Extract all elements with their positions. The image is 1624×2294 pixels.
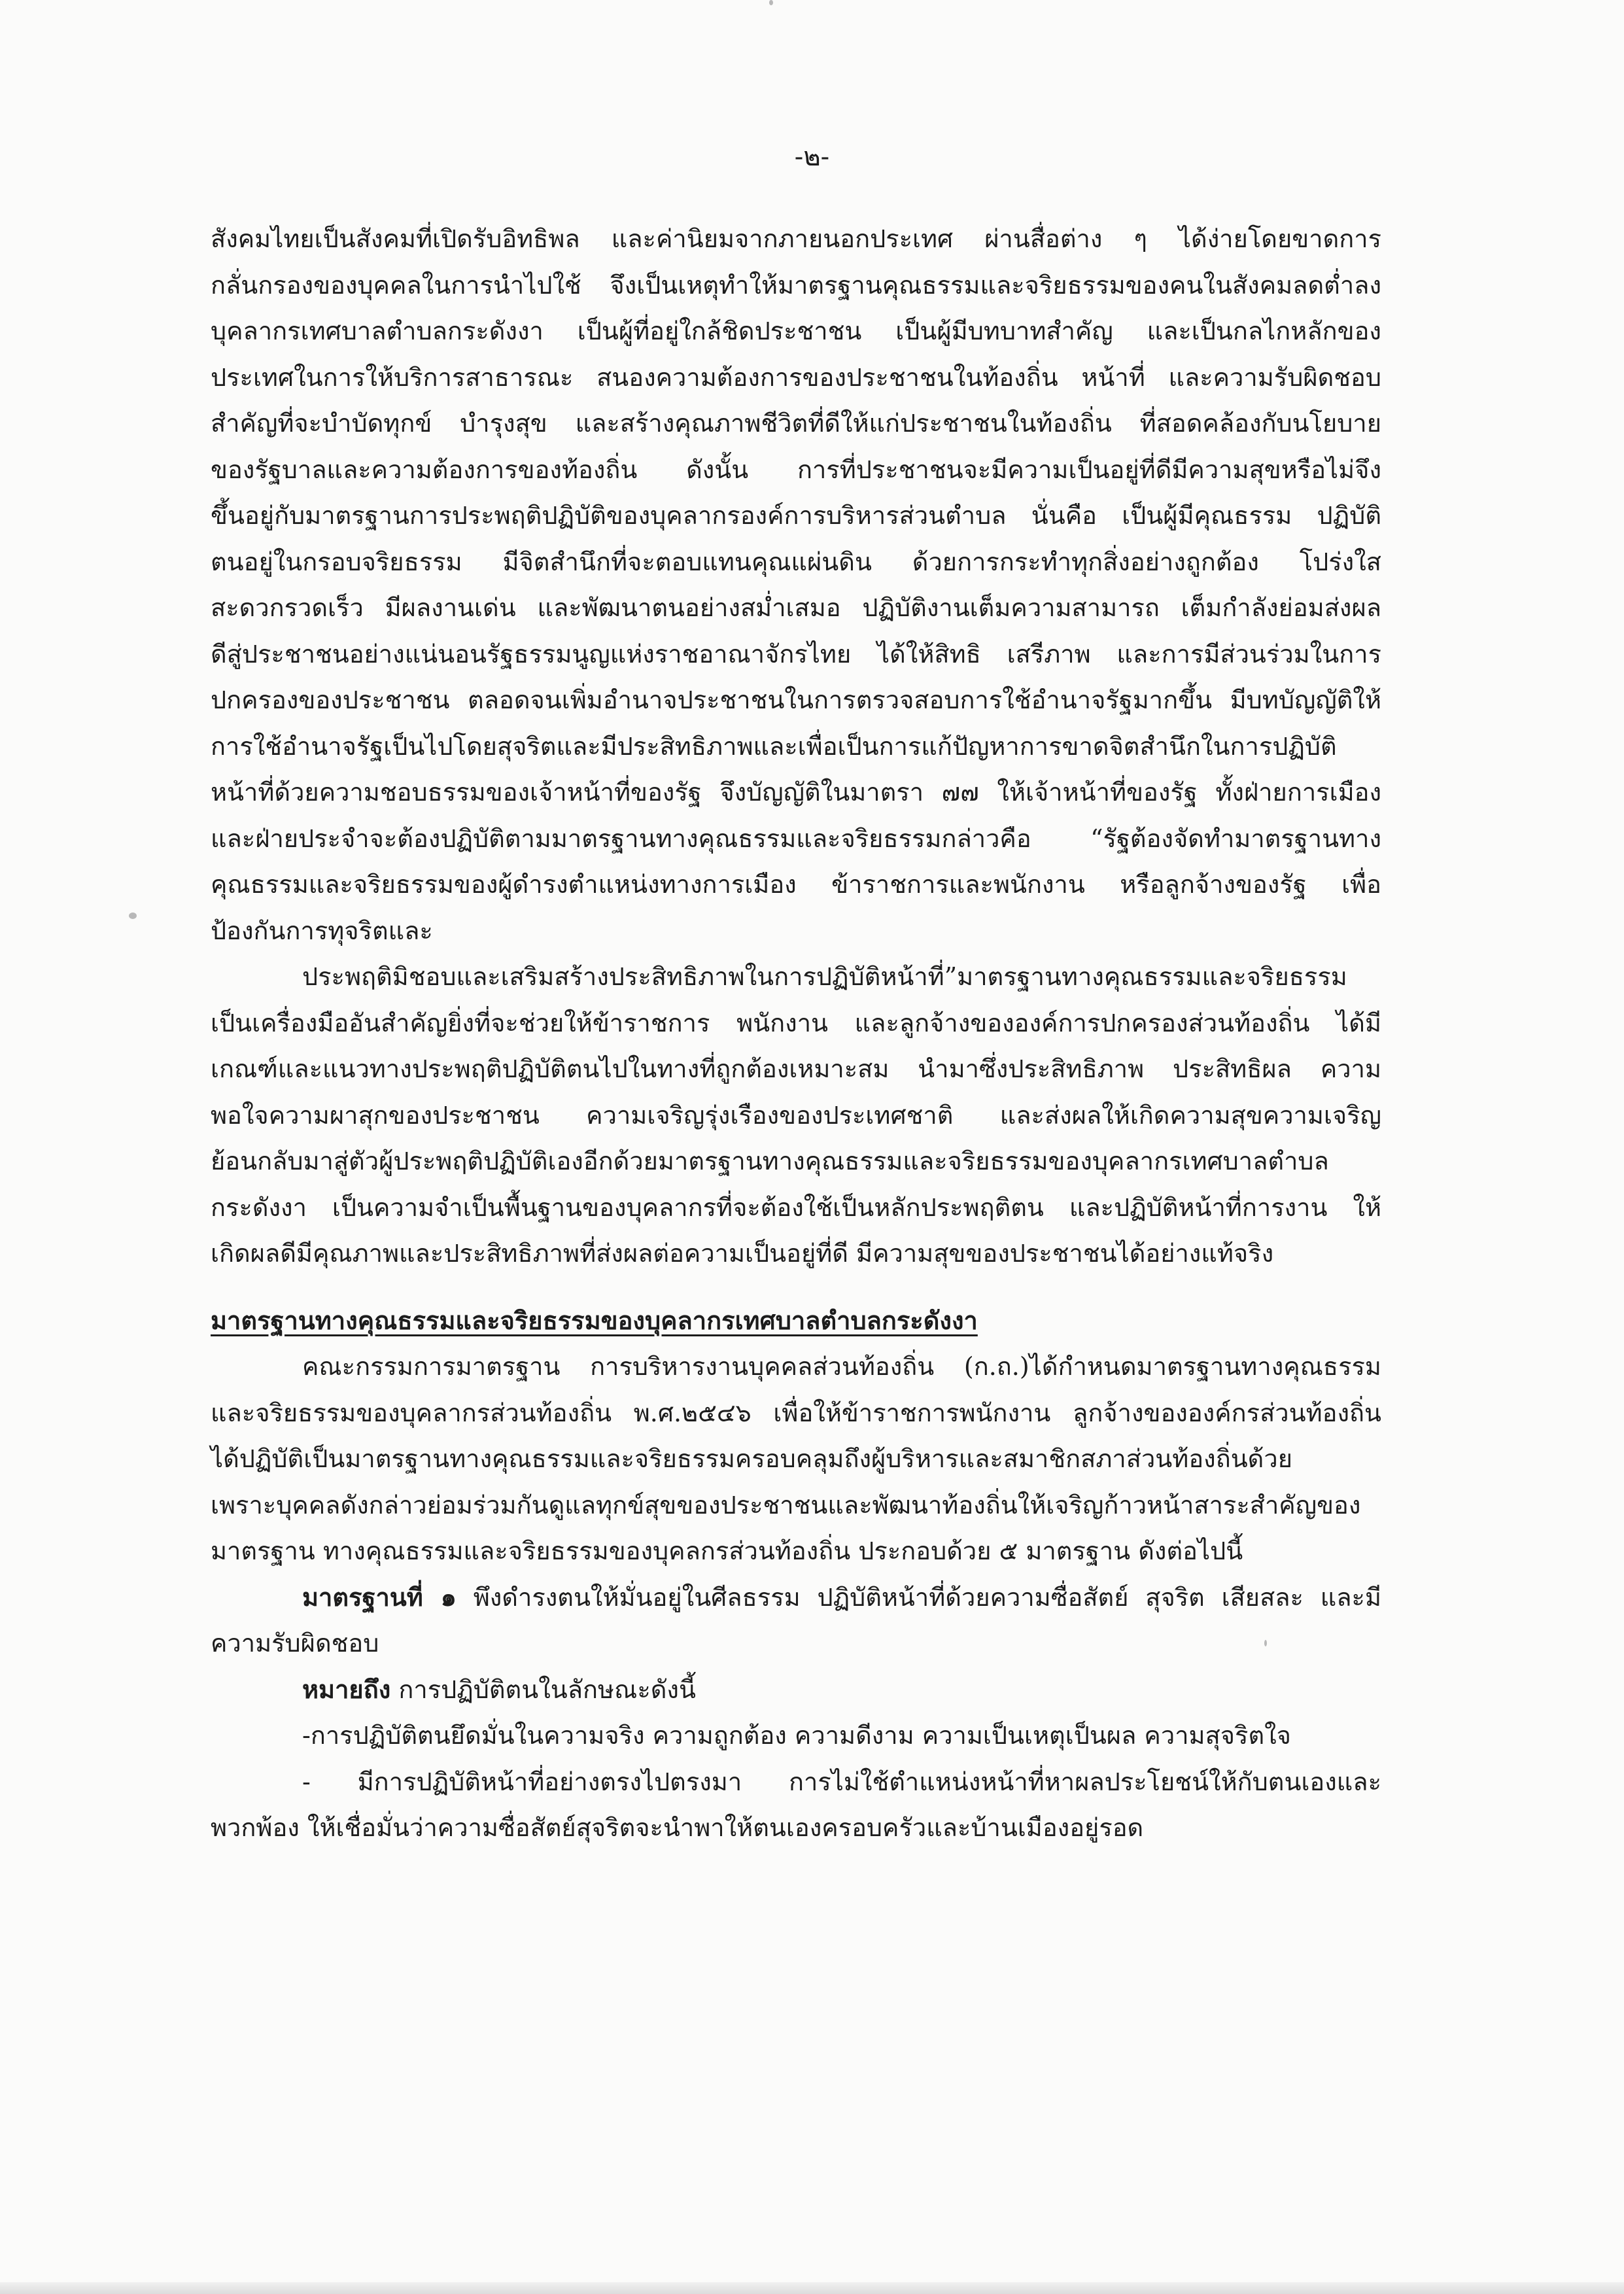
text-line: และจริยธรรมของบุคลากรส่วนท้องถิ่น พ.ศ.๒๕๔๖ เพื่อให้ข้าราชการพนักงาน ลูกจ้างขององค์กรส่วนท้องถิ่น — [211, 1398, 1381, 1427]
scan-edge — [0, 2282, 1624, 2294]
text-line: ดีสู่ประชาชนอย่างแน่นอนรัฐธรรมนูญแห่งราชอาณาจักรไทย ได้ให้สิทธิ เสรีภาพ และการมีส่วนร่วมในการ — [211, 639, 1381, 669]
meaning-label: หมายถึง — [302, 1674, 391, 1704]
text-line: สะดวกรวดเร็ว มีผลงานเด่น และพัฒนาตนอย่างสม่ำเสมอ ปฏิบัติงานเต็มความสามารถ เต็มกำลังย่อมส่งผล — [211, 593, 1381, 622]
text-line: ประเทศในการให้บริการสาธารณะ สนองความต้องการของประชาชนในท้องถิ่น หน้าที่ และความรับผิดชอบ — [211, 362, 1381, 392]
text-line: ปกครองของประชาชน ตลอดจนเพิ่มอำนาจประชาชนในการตรวจสอบการใช้อำนาจรัฐมากขึ้น มีบทบัญญัติให้ — [211, 686, 1381, 714]
text-line — [211, 1574, 1381, 1621]
paragraph-committee — [211, 1344, 1381, 1574]
standard-1-label: มาตรฐานที่ ๑ — [302, 1582, 457, 1612]
text-line: พอใจความผาสุกของประชาชน ความเจริญรุ่งเรืองของประเทศชาติ และส่งผลให้เกิดความสุขความเจริญ — [211, 1100, 1381, 1130]
scan-speck — [769, 0, 773, 5]
standard-1-text: พึงดำรงตนให้มั่นอยู่ในศีลธรรม ปฏิบัติหน้าที่ด้วยความซื่อสัตย์ สุจริต เสียสละ และมี — [456, 1582, 1382, 1612]
text-line: - มีการปฏิบัติหน้าที่อย่างตรงไปตรงมา การไม่ใช้ตำแหน่งหน้าที่หาผลประโยชน์ให้กับตนเองและ — [302, 1767, 1381, 1796]
text-line: ได้ปฏิบัติเป็นมาตรฐานทางคุณธรรมและจริยธรรมครอบคลุมถึงผู้บริหารและสมาชิกสภาส่วนท้องถิ่นด้วย — [211, 1444, 1292, 1473]
text-line: เกิดผลดีมีคุณภาพและประสิทธิภาพที่ส่งผลต่อความเป็นอยู่ที่ดี มีความสุขของประชาชนได้อย่างแท้จริง — [211, 1239, 1274, 1268]
text-line: มาตรฐาน ทางคุณธรรมและจริยธรรมของบุคลกรส่วนท้องถิ่น ประกอบด้วย ๕ มาตรฐาน ดังต่อไปนี้ — [211, 1537, 1243, 1565]
text-line: คณะกรรมการมาตรฐาน การบริหารงานบุคคลส่วนท้องถิ่น (ก.ถ.)ได้กำหนดมาตรฐานทางคุณธรรม — [302, 1352, 1381, 1381]
text-line: ความรับผิดชอบ — [211, 1629, 379, 1658]
section-heading: มาตรฐานทางคุณธรรมและจริยธรรมของบุคลากรเทศบาลตำบลกระดังงา — [211, 1305, 978, 1335]
paragraph-intro — [211, 216, 1381, 954]
text-line: เกณฑ์และแนวทางประพฤติปฏิบัติตนไปในทางที่ถูกต้องเหมาะสม นำมาซึ่งประสิทธิภาพ ประสิทธิผล ความ — [211, 1054, 1381, 1083]
text-line: บุคลากรเทศบาลตำบลกระดังงา เป็นผู้ที่อยู่ใกล้ชิดประชาชน เป็นผู้มีบทบาทสำคัญ และเป็นกลไกหลักของ — [211, 317, 1381, 345]
text-line: ของรัฐบาลและความต้องการของท้องถิ่น ดังนั้น การที่ประชาชนจะมีความเป็นอยู่ที่ดีมีความสุขหรือไม่จึง — [211, 455, 1381, 484]
standard-1 — [211, 1574, 1381, 1667]
meaning-line — [211, 1667, 1381, 1713]
text-line: เป็นเครื่องมืออันสำคัญยิ่งที่จะช่วยให้ข้าราชการ พนักงาน และลูกจ้างขององค์การปกครองส่วนท้องถิ่น ได้มี — [211, 1008, 1381, 1037]
bullet-item: -การปฏิบัติตนยึดมั่นในความจริง ความถูกต้อง ความดีงาม ความเป็นเหตุเป็นผล ความสุจริตใจ — [302, 1721, 1291, 1750]
text-line: ตนอยู่ในกรอบจริยธรรม มีจิตสำนึกที่จะตอบแทนคุณแผ่นดิน ด้วยการกระทำทุกสิ่งอย่างถูกต้อง โปร่งใส — [211, 547, 1381, 576]
text-line: การใช้อำนาจรัฐเป็นไปโดยสุจริตและมีประสิทธิภาพและเพื่อเป็นการแก้ปัญหาการขาดจิตสำนึกในการปฏิบัติ — [211, 731, 1337, 761]
text-line: สำคัญที่จะบำบัดทุกข์ บำรุงสุข และสร้างคุณภาพชีวิตที่ดีให้แก่ประชาชนในท้องถิ่น ที่สอดคล้องกับนโยบาย — [211, 409, 1381, 438]
scan-speck — [129, 912, 137, 919]
text-line: ย้อนกลับมาสู่ตัวผู้ประพฤติปฏิบัติเองอีกด้วยมาตรฐานทางคุณธรรมและจริยธรรมของบุคลากรเทศบาลตำบล — [211, 1147, 1329, 1175]
text-line: กลั่นกรองของบุคคลในการนำไปใช้ จึงเป็นเหตุทำให้มาตรฐานคุณธรรมและจริยธรรมของคนในสังคมลดต่ำลง — [211, 270, 1381, 300]
document-body — [211, 216, 1381, 1851]
scan-speck — [1264, 1640, 1267, 1646]
text-line: สังคมไทยเป็นสังคมที่เปิดรับอิทธิพล และค่านิยมจากภายนอกประเทศ ผ่านสื่อต่าง ๆ ได้ง่ายโดยขาดการ — [211, 224, 1381, 253]
text-line: ประพฤติมิชอบและเสริมสร้างประสิทธิภาพในการปฏิบัติหน้าที่”มาตรฐานทางคุณธรรมและจริยธรรม — [302, 962, 1347, 991]
text-line: หน้าที่ด้วยความชอบธรรมของเจ้าหน้าที่ของรัฐ จึงบัญญัติในมาตรา ๗๗ ให้เจ้าหน้าที่ของรัฐ ทั้งฝ่ายการเมือง — [211, 778, 1381, 807]
text-line: ขึ้นอยู่กับมาตรฐานการประพฤติปฏิบัติของบุคลากรองค์การบริหารส่วนตำบล นั่นคือ เป็นผู้มีคุณธรรม ปฏิบัติ — [211, 501, 1381, 530]
text-line: และฝ่ายประจำจะต้องปฏิบัติตามมาตรฐานทางคุณธรรมและจริยธรรมกล่าวคือ “รัฐต้องจัดทำมาตรฐานทาง — [211, 824, 1381, 853]
text-line: พวกพ้อง ให้เชื่อมั่นว่าความซื่อสัตย์สุจริตจะนำพาให้ตนเองครอบครัวและบ้านเมืองอยู่รอด — [211, 1813, 1144, 1842]
text-line: กระดังงา เป็นความจำเป็นพื้นฐานของบุคลากรที่จะต้องใช้เป็นหลักประพฤติตน และปฏิบัติหน้าที่การงาน ให้ — [211, 1192, 1381, 1222]
text-line: เพราะบุคคลดังกล่าวย่อมร่วมกันดูแลทุกข์สุขของประชาชนและพัฒนาท้องถิ่นให้เจริญก้าวหน้าสาระสำคัญของ — [211, 1490, 1361, 1520]
bullet-item — [211, 1759, 1381, 1851]
text-line: ป้องกันการทุจริตและ — [211, 916, 433, 945]
paragraph-standards-importance — [211, 954, 1381, 1277]
page-number: -๒- — [794, 142, 830, 172]
text-line: คุณธรรมและจริยธรรมของผู้ดำรงตำแหน่งทางการเมือง ข้าราชการและพนักงาน หรือลูกจ้างของรัฐ เพื่อ — [211, 870, 1381, 899]
meaning-text: การปฏิบัติตนในลักษณะดังนี้ — [390, 1675, 696, 1704]
